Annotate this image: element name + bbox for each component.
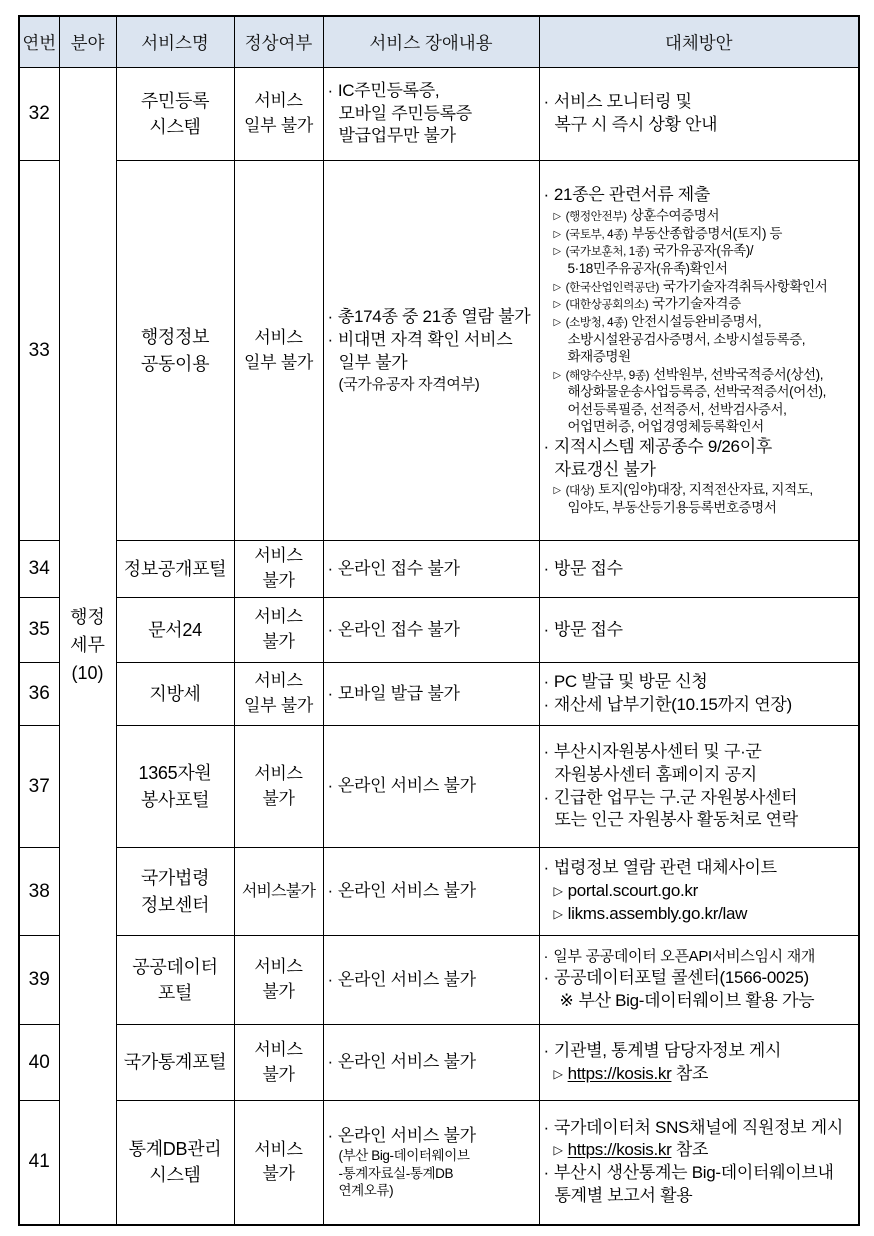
text-line — [543, 184, 857, 207]
cell-alternative — [539, 1025, 859, 1101]
header-row — [19, 16, 859, 68]
text-line — [327, 619, 537, 642]
text-line — [543, 348, 857, 366]
dot-bullet: · — [327, 80, 333, 100]
line-text: 일부 불가 — [338, 352, 408, 372]
text-line — [543, 1040, 857, 1063]
line-text: 국가기술자격취득사항확인서 — [663, 278, 828, 294]
cell-issue — [323, 68, 539, 161]
tri-bullet: ▷ — [553, 1066, 563, 1081]
cell-alternative — [539, 936, 859, 1025]
text-line — [543, 418, 857, 436]
text-line — [543, 1139, 857, 1162]
status-line: 불가 — [262, 571, 295, 590]
text-line — [543, 967, 857, 990]
cell-status — [234, 848, 323, 936]
line-text: https://kosis.kr 참조 — [567, 1140, 709, 1160]
cell-service-name — [116, 161, 234, 541]
text-line — [543, 558, 857, 581]
table-row — [19, 848, 859, 936]
text-line — [327, 880, 537, 903]
column-header-alternative: 대체방안 — [539, 16, 859, 68]
dot-bullet: · — [543, 741, 549, 761]
cell-alternative — [539, 541, 859, 598]
text-line — [543, 499, 857, 517]
text-line — [327, 103, 537, 126]
text-line — [327, 775, 537, 798]
service-name-line: 공동이용 — [140, 353, 210, 374]
dot-bullet: · — [543, 558, 549, 578]
status-line: 서비스 — [254, 1139, 303, 1159]
dot-bullet: · — [543, 858, 549, 878]
line-text: 방문 접수 — [553, 558, 623, 578]
line-text: (국가유공자 자격여부) — [338, 375, 480, 393]
table-row — [19, 936, 859, 1025]
text-line — [327, 558, 537, 581]
cell-issue — [323, 726, 539, 848]
line-text: 일부 공공데이터 오픈API서비스임시 재개 — [553, 948, 816, 966]
line-prefix: (국토부, 4종) — [565, 227, 628, 241]
status-line: 불가 — [262, 788, 295, 808]
line-text: 자원봉사센터 홈페이지 공지 — [554, 764, 757, 784]
table-header — [19, 16, 859, 68]
service-name-line: 지방세 — [149, 683, 201, 704]
line-text: 선박원부, 선박국적증서(상선), — [653, 366, 824, 382]
text-line — [327, 1165, 537, 1183]
dot-bullet: · — [543, 787, 549, 807]
line-text: 자료갱신 불가 — [554, 459, 656, 479]
dot-bullet: · — [543, 968, 549, 988]
column-header-field: 분야 — [59, 16, 116, 68]
cell-serial: 36 — [19, 663, 59, 726]
text-line — [543, 787, 857, 810]
service-name-line: 포털 — [157, 983, 193, 1003]
line-text: 화재증명원 — [567, 349, 631, 365]
line-text: portal.scourt.go.kr — [567, 881, 698, 901]
table-row — [19, 663, 859, 726]
line-text: 온라인 서비스 불가 — [337, 1052, 476, 1072]
cell-alternative — [539, 161, 859, 541]
cell-service-name — [116, 726, 234, 848]
text-line — [543, 295, 857, 313]
cell-alternative — [539, 726, 859, 848]
tri-bullet: ▷ — [553, 884, 563, 899]
text-line — [543, 764, 857, 787]
line-text: 공공데이터포털 콜센터(1566-0025) — [553, 968, 809, 988]
line-prefix: (소방청, 4종) — [565, 315, 628, 329]
table-row — [19, 598, 859, 663]
table-row — [19, 68, 859, 161]
tri-bullet: ▷ — [553, 485, 561, 497]
category-line: 행정 — [70, 606, 105, 627]
cell-service-name — [116, 68, 234, 161]
cell-status — [234, 1025, 323, 1101]
dot-bullet: · — [327, 330, 333, 350]
cell-status — [234, 1101, 323, 1225]
cell-status — [234, 726, 323, 848]
status-line: 서비스 — [254, 763, 303, 783]
text-line — [543, 436, 857, 459]
column-header-serial: 연번 — [19, 16, 59, 68]
cell-issue — [323, 1025, 539, 1101]
text-line — [327, 969, 537, 992]
category-line: 세무 — [70, 634, 105, 655]
line-text: -통계자료실-통계DB — [338, 1165, 454, 1181]
dot-bullet: · — [543, 1163, 549, 1183]
line-text: 해상화물운송사업등록증, 선박국적증서(어선), — [567, 384, 826, 400]
line-text: PC 발급 및 방문 신청 — [553, 672, 708, 692]
status-line: 불가 — [262, 632, 295, 651]
text-line — [543, 383, 857, 401]
status-line: 서비스 — [254, 957, 303, 977]
text-line — [327, 329, 537, 352]
tri-bullet: ▷ — [553, 281, 561, 293]
status-line: 불가 — [262, 1164, 295, 1184]
line-text: IC주민등록증, — [337, 80, 440, 100]
text-line — [327, 80, 537, 103]
text-line — [327, 1147, 537, 1165]
text-line — [543, 809, 857, 832]
text-line — [543, 1063, 857, 1086]
line-text: 서비스 모니터링 및 — [553, 92, 692, 112]
text-line — [543, 694, 857, 717]
service-name-line: 문서24 — [148, 619, 202, 640]
text-line — [543, 990, 857, 1013]
cell-issue — [323, 541, 539, 598]
text-line — [543, 671, 857, 694]
cell-serial: 37 — [19, 726, 59, 848]
text-line — [327, 683, 537, 706]
status-line: 불가 — [262, 1064, 295, 1084]
dot-bullet: · — [543, 1117, 549, 1137]
line-text: 비대면 자격 확인 서비스 — [337, 330, 513, 350]
text-line — [543, 313, 857, 331]
text-line — [543, 114, 857, 137]
text-line — [543, 619, 857, 642]
text-line — [327, 306, 537, 329]
dot-bullet: · — [327, 1052, 333, 1072]
text-line — [543, 459, 857, 482]
status-line: 서비스 — [254, 607, 303, 627]
cell-service-name — [116, 936, 234, 1025]
line-text: 연계오류) — [338, 1183, 394, 1199]
line-prefix: (대상) — [565, 484, 595, 498]
line-text: 5·18민주유공자(유족)확인서 — [567, 261, 728, 277]
line-text: 어선등록필증, 선적증서, 선박검사증서, — [567, 401, 787, 417]
text-line — [327, 125, 537, 148]
url-link[interactable]: https://kosis.kr — [567, 1063, 672, 1083]
service-name-line: 국가법령 — [140, 868, 210, 889]
text-line — [543, 225, 857, 243]
table-row — [19, 726, 859, 848]
text-line — [543, 741, 857, 764]
cell-issue — [323, 598, 539, 663]
dot-bullet: · — [543, 948, 549, 966]
dot-bullet: · — [543, 185, 549, 205]
cell-issue — [323, 848, 539, 936]
line-prefix: (대한상공회의소) — [565, 298, 649, 312]
dot-bullet: · — [543, 695, 549, 714]
line-text: 국가기술자격증 — [652, 296, 741, 312]
url-link[interactable]: https://kosis.kr — [567, 1140, 672, 1160]
line-text: 상훈수여증명서 — [630, 208, 720, 224]
status-line: 불가 — [262, 982, 295, 1001]
dot-bullet: · — [543, 92, 549, 112]
service-name-line: 봉사포털 — [140, 789, 210, 810]
text-line — [543, 857, 857, 880]
service-name-line: 국가통계포털 — [123, 1052, 227, 1073]
cell-status — [234, 161, 323, 541]
service-name-line: 정보센터 — [140, 894, 210, 915]
line-text: 모바일 주민등록증 — [338, 103, 472, 123]
text-line — [327, 1125, 537, 1148]
line-text: 부산 Big-데이터웨이브 활용 가능 — [578, 991, 815, 1011]
service-name-line: 시스템 — [149, 117, 201, 137]
cell-serial: 33 — [19, 161, 59, 541]
cell-issue — [323, 663, 539, 726]
line-text: 소방시설완공검사증명서, 소방시설등록증, — [567, 331, 806, 347]
service-name-line: 정보공개포털 — [123, 558, 227, 579]
line-prefix: (한국산업인력공단) — [565, 280, 660, 294]
line-text: 긴급한 업무는 구.군 자원봉사센터 — [553, 787, 798, 807]
service-name-line: 공공데이터 — [132, 956, 218, 977]
cell-serial: 34 — [19, 541, 59, 598]
service-outage-table — [18, 15, 860, 1226]
line-text: https://kosis.kr 참조 — [567, 1063, 709, 1083]
cell-alternative — [539, 848, 859, 936]
line-text: 21종은 관련서류 제출 — [553, 185, 711, 205]
status-line: 일부 불가 — [244, 116, 313, 135]
line-text: 온라인 접수 불가 — [337, 558, 460, 578]
tri-bullet: ▷ — [553, 316, 561, 328]
text-line — [327, 1051, 537, 1074]
text-line — [327, 352, 537, 375]
text-line — [543, 1117, 857, 1140]
line-text: (부산 Big-데이터웨이브 — [338, 1148, 470, 1164]
status-line: 서비스불가 — [241, 882, 316, 900]
line-text: 부산시자원봉사센터 및 구·군 — [553, 741, 762, 761]
text-line — [543, 260, 857, 278]
text-line — [543, 366, 857, 384]
line-text: 지적시스템 제공종수 9/26이후 — [553, 436, 772, 456]
line-text: 임야도, 부동산등기용등록번호증명서 — [567, 500, 777, 516]
table-row — [19, 541, 859, 598]
line-prefix: (행정안전부) — [565, 210, 627, 224]
status-line: 서비스 — [254, 546, 303, 566]
table-row — [19, 1101, 859, 1225]
line-text: 부동산종합증명서(토지) 등 — [631, 225, 783, 241]
tri-bullet: ▷ — [553, 211, 561, 223]
tri-bullet: ▷ — [553, 369, 561, 381]
line-text: 총174종 중 21종 열람 불가 — [337, 307, 531, 327]
line-text: 통계별 보고서 활용 — [554, 1186, 693, 1206]
dot-bullet: · — [327, 558, 333, 578]
service-name-line: 주민등록 — [140, 90, 210, 111]
column-header-status: 정상여부 — [234, 16, 323, 68]
cell-issue — [323, 936, 539, 1025]
cell-field-category — [59, 68, 116, 1225]
cell-issue — [323, 1101, 539, 1225]
text-line — [543, 91, 857, 114]
cell-alternative — [539, 68, 859, 161]
cell-serial: 32 — [19, 68, 59, 161]
line-text: 방문 접수 — [553, 619, 623, 639]
line-text: 또는 인근 자원봉사 활동처로 연락 — [554, 810, 798, 830]
text-line — [543, 903, 857, 926]
cell-status — [234, 68, 323, 161]
ref-bullet: ※ — [559, 991, 574, 1011]
tri-bullet: ▷ — [553, 906, 563, 921]
line-prefix: (해양수산부, 9종) — [565, 368, 650, 382]
line-text: 온라인 접수 불가 — [337, 619, 460, 639]
line-text: 복구 시 즉시 상황 안내 — [554, 115, 718, 134]
dot-bullet: · — [543, 1040, 549, 1060]
cell-alternative — [539, 663, 859, 726]
tri-bullet: ▷ — [553, 299, 561, 311]
cell-service-name — [116, 1025, 234, 1101]
cell-service-name — [116, 598, 234, 663]
cell-status — [234, 663, 323, 726]
line-text: 온라인 서비스 불가 — [337, 881, 476, 901]
line-text: 온라인 서비스 불가 — [337, 776, 476, 796]
dot-bullet: · — [543, 436, 549, 456]
text-line — [543, 1162, 857, 1185]
category-line: (10) — [71, 662, 104, 683]
line-text: 안전시설등완비증명서, — [631, 313, 762, 329]
service-name-line: 시스템 — [149, 1165, 201, 1186]
text-line — [543, 207, 857, 225]
cell-serial: 41 — [19, 1101, 59, 1225]
line-text: 재산세 납부기한(10.15까지 연장) — [553, 695, 792, 714]
status-line: 서비스 — [254, 1039, 303, 1059]
cell-service-name — [116, 848, 234, 936]
line-prefix: (국가보훈처, 1종) — [565, 245, 650, 259]
text-line — [543, 242, 857, 260]
table-body — [19, 68, 859, 1225]
line-text: 국가유공자(유족)/ — [653, 243, 754, 259]
dot-bullet: · — [327, 307, 333, 327]
cell-alternative — [539, 598, 859, 663]
text-line — [543, 278, 857, 296]
cell-service-name — [116, 541, 234, 598]
text-line — [543, 880, 857, 903]
column-header-service-name: 서비스명 — [116, 16, 234, 68]
dot-bullet: · — [327, 619, 333, 639]
tri-bullet: ▷ — [553, 246, 561, 258]
dot-bullet: · — [327, 683, 333, 703]
text-line — [543, 1185, 857, 1208]
line-text: 어업면허증, 어업경영체등록확인서 — [567, 419, 764, 435]
line-text: 국가데이터처 SNS채널에 직원정보 게시 — [553, 1117, 844, 1137]
column-header-issue: 서비스 장애내용 — [323, 16, 539, 68]
cell-status — [234, 541, 323, 598]
cell-serial: 35 — [19, 598, 59, 663]
cell-serial: 39 — [19, 936, 59, 1025]
line-text: 법령정보 열람 관련 대체사이트 — [553, 858, 777, 878]
text-line — [543, 401, 857, 419]
table-row — [19, 1025, 859, 1101]
cell-status — [234, 598, 323, 663]
status-line: 서비스 — [254, 91, 303, 111]
text-line — [543, 331, 857, 349]
line-text: 토지(임야)대장, 지적전산자료, 지적도, — [598, 482, 813, 498]
cell-status — [234, 936, 323, 1025]
tri-bullet: ▷ — [553, 1143, 563, 1158]
line-text: 온라인 서비스 불가 — [337, 1125, 476, 1145]
cell-alternative — [539, 1101, 859, 1225]
cell-service-name — [116, 1101, 234, 1225]
cell-service-name — [116, 663, 234, 726]
table-row — [19, 161, 859, 541]
service-name-line: 행정정보 — [140, 327, 210, 348]
service-name-line: 통계DB관리 — [128, 1139, 222, 1160]
status-line: 일부 불가 — [244, 352, 313, 372]
line-text: 부산시 생산통계는 Big-데이터웨이브내 — [553, 1163, 834, 1183]
service-name-line: 1365자원 — [138, 763, 212, 784]
cell-issue — [323, 161, 539, 541]
text-line — [327, 1182, 537, 1200]
dot-bullet: · — [327, 776, 333, 796]
dot-bullet: · — [543, 672, 549, 692]
line-text: 모바일 발급 불가 — [337, 683, 460, 703]
status-line: 서비스 — [254, 327, 303, 347]
cell-serial: 40 — [19, 1025, 59, 1101]
status-line: 일부 불가 — [244, 696, 313, 715]
line-text: 온라인 서비스 불가 — [337, 969, 476, 989]
dot-bullet: · — [327, 881, 333, 901]
tri-bullet: ▷ — [553, 228, 561, 240]
dot-bullet: · — [543, 619, 549, 639]
text-line — [543, 481, 857, 499]
line-text: likms.assembly.go.kr/law — [567, 903, 748, 923]
dot-bullet: · — [327, 1125, 333, 1145]
line-text: 발급업무만 불가 — [338, 126, 456, 146]
line-text: 기관별, 통계별 담당자정보 게시 — [553, 1040, 782, 1060]
document-page — [18, 15, 860, 1226]
dot-bullet: · — [327, 969, 333, 989]
text-line — [543, 947, 857, 967]
cell-serial: 38 — [19, 848, 59, 936]
status-line: 서비스 — [254, 671, 303, 691]
text-line — [327, 375, 537, 395]
